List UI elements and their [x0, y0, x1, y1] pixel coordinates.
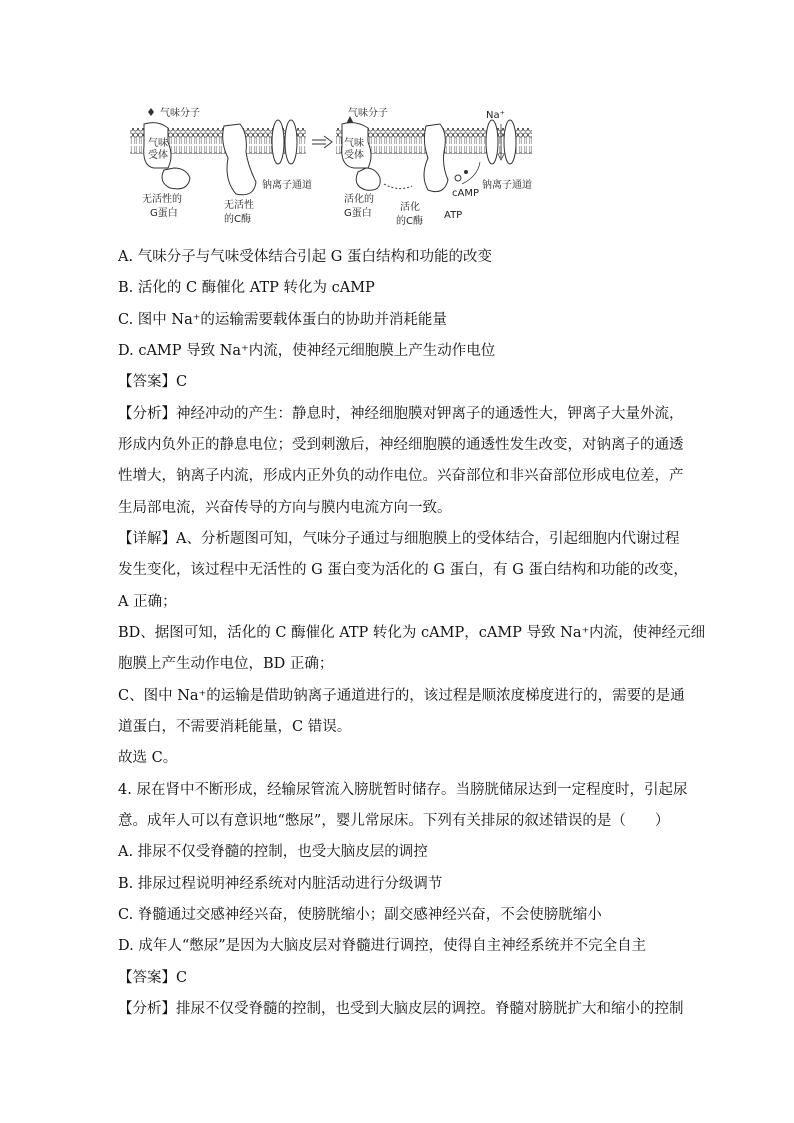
analysis-line: 生局部电流，兴奋传导的方向与膜内电流方向一致。 — [118, 500, 452, 516]
q4-analysis-line: 【分析】排尿不仅受脊髓的控制，也受到大脑皮层的调控。脊髓对膀胱扩大和缩小的控制 — [118, 1001, 684, 1017]
label-c-inactive-1: 无活性 — [224, 200, 254, 211]
sodium-channel-right-a — [486, 120, 498, 164]
label-receptor-right-2: 受体 — [344, 150, 364, 161]
q4-option-a: A. 排尿不仅受脊髓的控制，也受大脑皮层的调控 — [118, 844, 428, 860]
sodium-channel-right-b — [504, 120, 516, 164]
label-g-inactive-2: G蛋白 — [150, 208, 178, 219]
odor-molecule-left — [148, 108, 154, 116]
signal-transduction-diagram — [128, 106, 540, 230]
analysis-line: 形成内负外正的静息电位；受到刺激后，神经细胞膜的通透性发生改变，对钠离子的通透 — [118, 437, 684, 453]
option-b: B. 活化的 C 酶催化 ATP 转化为 cAMP — [118, 280, 375, 296]
label-odor-left: 气味分子 — [160, 108, 200, 119]
label-receptor-right-1: 气味 — [344, 138, 364, 149]
q4-option-d: D. 成年人“憋尿”是因为大脑皮层对脊髓进行调控，使得自主神经系统并不完全自主 — [118, 938, 647, 954]
c-enzyme-active — [424, 124, 448, 192]
option-c: C. 图中 Na⁺的运输需要载体蛋白的协助并消耗能量 — [118, 312, 447, 328]
q4-option-c: C. 脊髓通过交感神经兴奋，使膀胱缩小；副交感神经兴奋，不会使膀胱缩小 — [118, 907, 602, 923]
camp-dot — [464, 170, 468, 174]
detail-line: 【详解】A、分析题图可知，气味分子通过与细胞膜上的受体结合，引起细胞内代谢过程 — [118, 531, 680, 547]
question-4-line: 意。成年人可以有意识地“憋尿”，婴儿常尿床。下列有关排尿的叙述错误的是（ ） — [118, 813, 670, 829]
label-c-active-1: 活化 — [400, 202, 420, 213]
detail-line: 胞膜上产生动作电位，BD 正确； — [118, 656, 334, 672]
analysis-line: 【分析】神经冲动的产生：静息时，神经细胞膜对钾离子的通透性大，钾离子大量外流， — [118, 406, 684, 422]
sodium-channel-left-a — [272, 120, 284, 164]
label-na: Na⁺ — [486, 110, 505, 121]
option-d: D. cAMP 导致 Na⁺内流，使神经元细胞膜上产生动作电位 — [118, 343, 496, 359]
conclusion: 故选 C。 — [118, 750, 178, 766]
label-c-active-2: 的C酶 — [396, 216, 423, 227]
q4-option-b: B. 排尿过程说明神经系统对内脏活动进行分级调节 — [118, 876, 443, 892]
camp-dot — [455, 175, 461, 181]
label-g-inactive-1: 无活性的 — [142, 194, 182, 205]
detail-line: 道蛋白，不需要消耗能量，C 错误。 — [118, 719, 352, 735]
analysis-line: 性增大，钠离子内流，形成内正外负的动作电位。兴奋部位和非兴奋部位形成电位差，产 — [118, 468, 684, 484]
q4-answer: 【答案】C — [118, 970, 188, 986]
label-receptor-left-1: 气味 — [148, 138, 168, 149]
label-receptor-left-2: 受体 — [148, 150, 168, 161]
answer: 【答案】C — [118, 374, 188, 390]
label-odor-right: 气味分子 — [348, 108, 388, 119]
detail-line: C、图中 Na⁺的运输是借助钠离子通道进行的，该过程是顺浓度梯度进行的，需要的是通 — [118, 688, 685, 704]
sodium-channel-left-b — [285, 120, 297, 164]
question-4-line: 4. 尿在肾中不断形成，经输尿管流入膀胱暂时储存。当膀胱储尿达到一定程度时，引起尿 — [118, 782, 688, 798]
label-camp: cAMP — [452, 188, 479, 199]
option-a: A. 气味分子与气味受体结合引起 G 蛋白结构和功能的改变 — [118, 249, 492, 265]
detail-line: A 正确； — [118, 594, 177, 610]
label-channel-right: 钠离子通道 — [482, 180, 532, 191]
activation-dotted-arrow — [384, 184, 412, 189]
label-c-inactive-2: 的C酶 — [224, 214, 251, 225]
label-atp: ATP — [444, 210, 463, 221]
detail-line: BD、据图可知，活化的 C 酶催化 ATP 转化为 cAMP，cAMP 导致 Na⁺内流，使神经元细 — [118, 625, 706, 641]
label-g-active-1: 活化的 — [344, 194, 374, 205]
transition-arrow — [312, 136, 332, 148]
detail-line: 发生变化，该过程中无活性的 G 蛋白变为活化的 G 蛋白，有 G 蛋白结构和功能的改变， — [118, 562, 688, 578]
g-protein-active — [356, 168, 380, 190]
label-channel-left: 钠离子通道 — [262, 180, 312, 191]
label-g-active-2: G蛋白 — [344, 208, 372, 219]
g-protein-inactive — [162, 168, 190, 189]
